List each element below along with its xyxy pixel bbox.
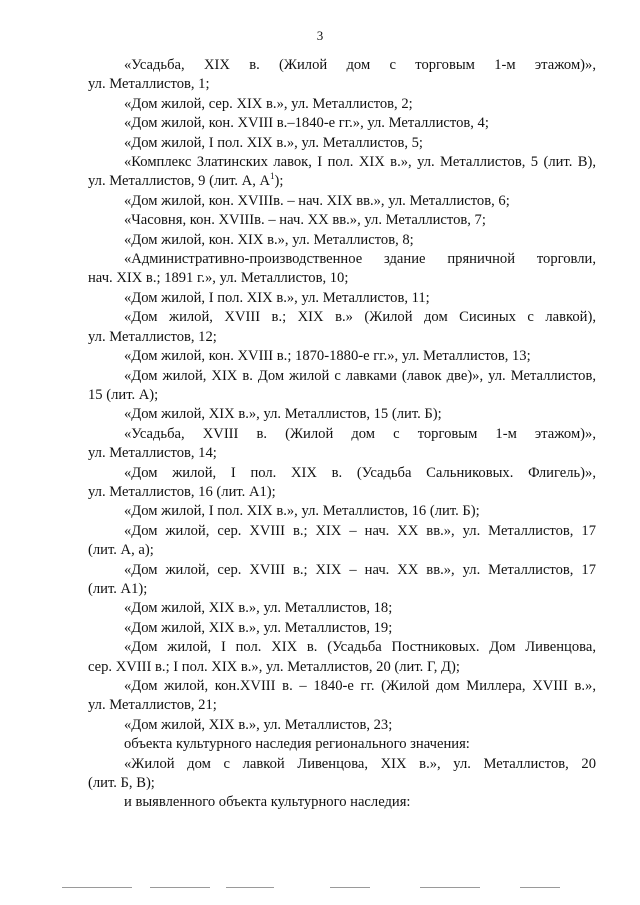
- list-item: «Часовня, кон. XVIIIв. – нач. XX вв.», ул. Металлистов, 7;: [124, 212, 486, 229]
- scan-artifact: [150, 887, 210, 888]
- list-item: «Дом жилой, кон. XVIIIв. – нач. XIX вв.», ул. Металлистов, 6;: [124, 192, 510, 209]
- list-item: «Дом жилой, кон. XVIII в.–1840-е гг.», ул. Металлистов, 4;: [124, 115, 489, 132]
- scan-artifact: [226, 887, 274, 888]
- list-item: «Жилой дом с лавкой Ливенцова, XIX в.», ул. Металлистов, 20 (лит. Б, В);: [88, 755, 596, 792]
- list-item: «Дом жилой, XIX в. Дом жилой с лавками (лавок две)», ул. Металлистов, 15 (лит. А);: [88, 367, 596, 403]
- list-item: «Комплекс Златинских лавок, I пол. XIX в.», ул. Металлистов, 5 (лит. В), ул. Металлистов, 9 (лит. А, $А^1$);: [88, 154, 596, 190]
- list-item: «Дом жилой, XVIII в.; XIX в.» (Жилой дом Сисиных с лавкой), ул. Металлистов, 12;: [88, 309, 596, 345]
- list-item: «Усадьба, XIX в. (Жилой дом с торговым 1-м этажом)», ул. Металлистов, 1;: [88, 57, 596, 93]
- list-item: «Дом жилой, кон.XVIII в. – 1840-е гг. (Жилой дом Миллера, XVIII в.», ул. Металлистов, 21;: [88, 678, 596, 714]
- list-item: «Дом жилой, XIX в.», ул. Металлистов, 18;: [124, 600, 393, 617]
- list-item: «Дом жилой, I пол. XIX в.», ул. Металлистов, 11;: [124, 289, 430, 306]
- scan-artifact: [520, 887, 560, 888]
- list-item: «Дом жилой, I пол. XIX в. (Усадьба Сальниковых. Флигель)», ул. Металлистов, 16 (лит. А1);: [88, 464, 596, 500]
- list-item: «Усадьба, XVIII в. (Жилой дом с торговым 1-м этажом)», ул. Металлистов, 14;: [88, 425, 596, 462]
- list-item: «Административно-производственное здание пряничной торговли, нач. XIX в.; 1891 г.», ул. Металлистов, 10;: [88, 251, 596, 287]
- list-item: «Дом жилой, XIX в.», ул. Металлистов, 19;: [124, 619, 393, 636]
- list-item: «Дом жилой, XIX в.», ул. Металлистов, 23;: [124, 716, 393, 733]
- list-item: «Дом жилой, I пол. XIX в. (Усадьба Постниковых. Дом Ливенцова, сер. XVIII в.; I пол. XIX в.», ул. Металлистов, 20 (лит. Г, Д);: [88, 639, 596, 675]
- section-heading: и выявленного объекта культурного наследия:: [124, 794, 411, 811]
- list-item: «Дом жилой, сер. XVIII в.; XIX – нач. XX вв.», ул. Металлистов, 17 (лит. А, а);: [88, 522, 596, 559]
- scan-artifact: [420, 887, 480, 888]
- list-item: «Дом жилой, XIX в.», ул. Металлистов, 15 (лит. Б);: [124, 406, 442, 423]
- list-item: «Дом жилой, I пол. XIX в.», ул. Металлистов, 5;: [124, 134, 423, 151]
- list-item: «Дом жилой, кон. XVIII в.; 1870-1880-е гг.», ул. Металлистов, 13;: [124, 348, 531, 365]
- page-number: 3: [316, 28, 324, 43]
- list-item: «Дом жилой, кон. XIX в.», ул. Металлистов, 8;: [124, 231, 414, 248]
- list-item: «Дом жилой, сер. XIX в.», ул. Металлистов, 2;: [124, 95, 413, 112]
- section-heading: объекта культурного наследия регионального значения:: [124, 736, 470, 753]
- scan-artifact: [330, 887, 370, 888]
- list-item: «Дом жилой, I пол. XIX в.», ул. Металлистов, 16 (лит. Б);: [124, 503, 480, 520]
- document-body: [88, 56, 596, 813]
- scan-artifact: [62, 887, 132, 888]
- list-item: «Дом жилой, сер. XVIII в.; XIX – нач. XX вв.», ул. Металлистов, 17 (лит. А1);: [88, 561, 596, 597]
